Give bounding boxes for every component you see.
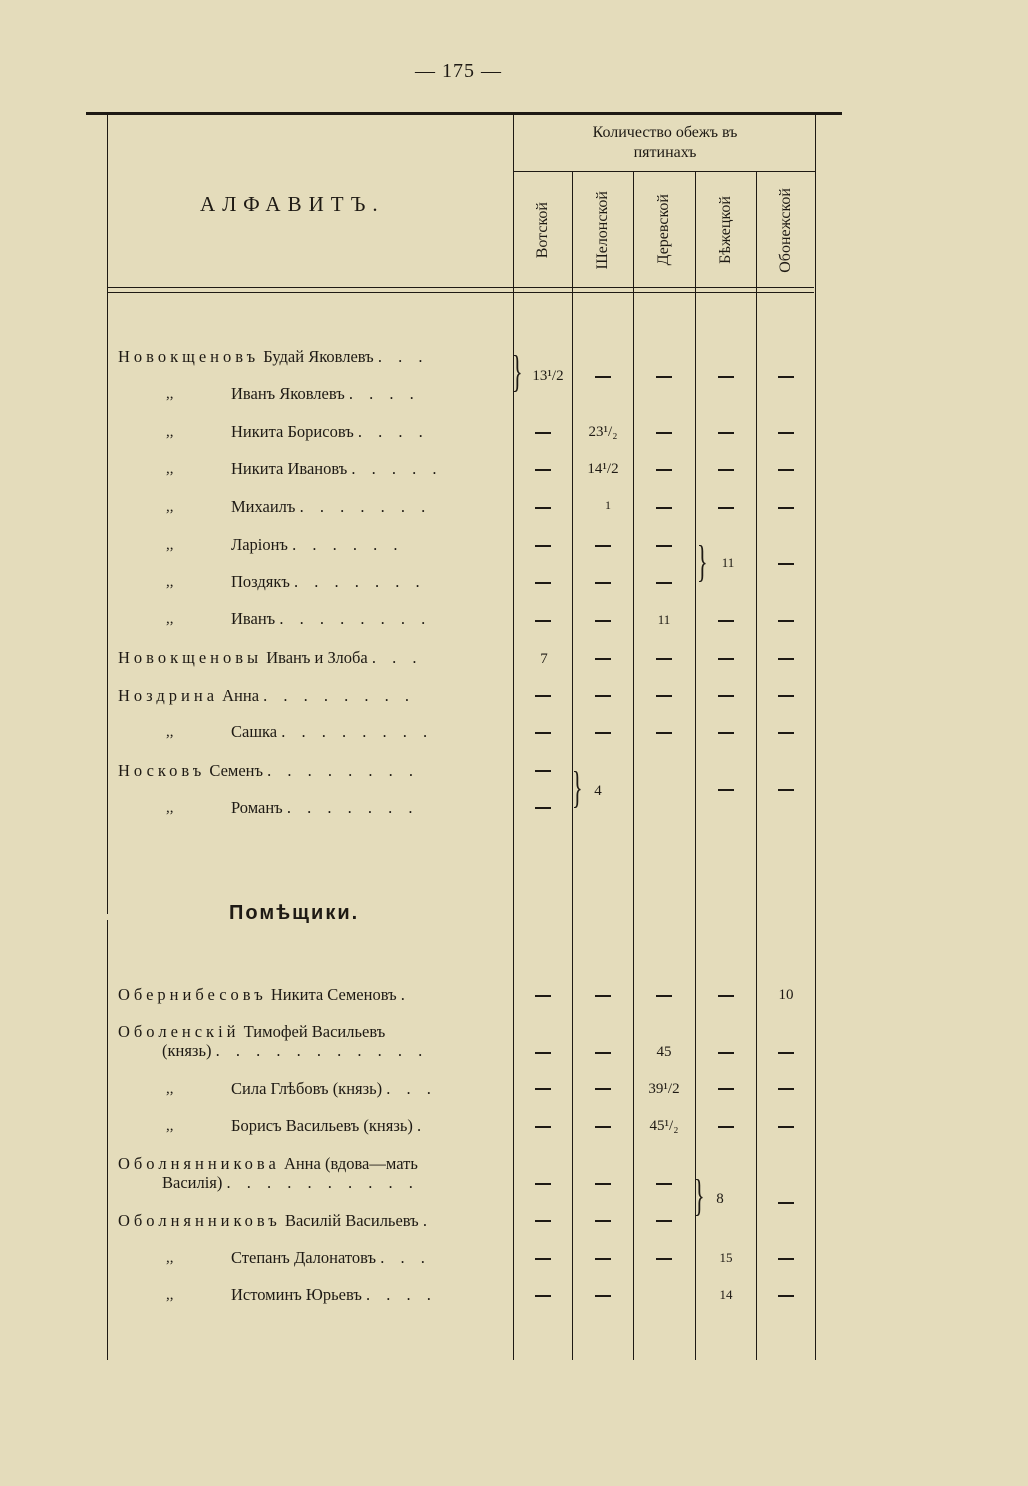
leader-dots: . . . . . . . . (263, 686, 416, 705)
dash-mark (656, 732, 672, 734)
leader-dots: . . . . (366, 1285, 437, 1304)
dash-mark (595, 695, 611, 697)
name-entry (231, 497, 431, 517)
dash-mark (595, 732, 611, 734)
name-continuation: (князь) (162, 1041, 212, 1060)
given-name: Сашка (231, 722, 278, 741)
leader-dots: . . . (386, 1079, 437, 1098)
dash-mark (718, 376, 734, 378)
header-bottom-rule (108, 287, 814, 288)
dash-mark (535, 1126, 551, 1128)
dash-mark (535, 1183, 551, 1185)
dash-mark (595, 1258, 611, 1260)
brace-shelonskoy-1: } (572, 763, 583, 812)
given-name: Ларіонъ (231, 535, 288, 554)
dash-mark (778, 563, 794, 565)
quantity-header-line2: пятинахъ (633, 144, 697, 161)
dash-mark (718, 995, 734, 997)
dash-mark (718, 658, 734, 660)
quantity-header (515, 123, 815, 163)
brace-votskoy-1: } (512, 347, 523, 396)
value-cell: 8 (716, 1191, 724, 1207)
name-entry (231, 572, 426, 592)
dash-mark (535, 1258, 551, 1260)
surname: Оболнянникова (118, 1154, 280, 1173)
name-entry (118, 761, 419, 781)
dash-mark (778, 1258, 794, 1260)
ditto-mark: ,, (166, 1250, 174, 1266)
dash-mark (535, 1052, 551, 1054)
dash-mark (535, 507, 551, 509)
value-cell: 45¹/₂ (649, 1118, 679, 1134)
dash-mark (535, 1295, 551, 1297)
surname: Оболенскій (118, 1022, 240, 1041)
column-header-bezhetskoy: Бѣжецкой (717, 196, 734, 264)
given-name: Истоминъ Юрьевъ (231, 1285, 362, 1304)
dash-mark (778, 1202, 794, 1204)
given-name: Романъ (231, 798, 283, 817)
dash-mark (778, 1295, 794, 1297)
dash-mark (778, 1126, 794, 1128)
col-divider-2 (633, 172, 634, 1360)
dash-mark (656, 695, 672, 697)
dash-mark (656, 658, 672, 660)
dash-mark (595, 1088, 611, 1090)
leader-dots: . . . . . . . . (279, 609, 432, 628)
dash-mark (778, 432, 794, 434)
ditto-mark: ,, (166, 386, 174, 402)
dash-mark (656, 545, 672, 547)
dash-mark (535, 582, 551, 584)
value-cell: 23¹/₂ (588, 424, 618, 440)
given-name: Иванъ Яковлевъ (231, 384, 345, 403)
dash-mark (656, 995, 672, 997)
name-entry (231, 1079, 437, 1099)
dash-mark (595, 582, 611, 584)
name-entry (231, 1285, 437, 1305)
name-entry (118, 648, 423, 668)
ditto-mark: ,, (166, 424, 174, 440)
dash-mark (535, 545, 551, 547)
value-cell: 1 (605, 498, 611, 512)
value-cell: 14 (719, 1287, 733, 1302)
value-cell: 10 (778, 987, 794, 1003)
given-name: Тимофей Васильевъ (243, 1022, 386, 1041)
dash-mark (535, 469, 551, 471)
ditto-mark: ,, (166, 574, 174, 590)
dash-mark (718, 620, 734, 622)
given-name: Анна (вдова—мать (283, 1154, 418, 1173)
value-cell: 11 (657, 612, 671, 627)
dash-mark (535, 995, 551, 997)
given-name: Будай Яковлевъ (263, 347, 374, 366)
dash-mark (778, 1088, 794, 1090)
surname: Обернибесовъ (118, 985, 267, 1004)
name-entry (118, 1154, 419, 1192)
value-cell: 11 (721, 555, 735, 570)
table-top-rule (86, 112, 842, 115)
ditto-mark: ,, (166, 537, 174, 553)
leader-dots: . . . (380, 1248, 431, 1267)
given-name: Поздякъ (231, 572, 290, 591)
ditto-mark: ,, (166, 800, 174, 816)
ditto-mark: ,, (166, 499, 174, 515)
leader-dots: . . . . (348, 384, 420, 403)
brace-bezhetskoy-2: } (694, 1171, 705, 1220)
dash-mark (595, 995, 611, 997)
value-cell: 13¹/2 (532, 368, 564, 384)
dash-mark (778, 469, 794, 471)
leader-dots: . . . . . . . . . . . (215, 1041, 429, 1060)
leader-dots: . . . . . . . (299, 497, 432, 516)
value-cell: 4 (594, 783, 602, 799)
dash-mark (778, 620, 794, 622)
name-entry (231, 1248, 431, 1268)
dash-mark (595, 1295, 611, 1297)
table-left-border (107, 114, 108, 914)
dash-mark (535, 695, 551, 697)
name-continuation: Василія) (162, 1173, 223, 1192)
dash-mark (595, 1126, 611, 1128)
dash-mark (656, 376, 672, 378)
dash-mark (595, 1052, 611, 1054)
name-entry (231, 1116, 427, 1136)
leader-dots: . (400, 985, 411, 1004)
ditto-mark: ,, (166, 724, 174, 740)
header-bottom-rule-2 (108, 292, 814, 293)
value-cell: 45 (656, 1044, 672, 1060)
name-entry (231, 384, 420, 404)
ditto-mark: ,, (166, 1287, 174, 1303)
leader-dots: . (422, 1211, 433, 1230)
leader-dots: . . . . . . . . (281, 722, 434, 741)
leader-dots: . . . (377, 347, 429, 366)
column-header-shelonskoy: Шелонской (594, 190, 611, 270)
dash-mark (595, 1183, 611, 1185)
given-name: Семенъ (209, 761, 264, 780)
leader-dots: . . . . . . . (294, 572, 426, 591)
leader-dots: . . . . . . . . . . (226, 1173, 419, 1192)
dash-mark (718, 695, 734, 697)
brace-bezhetskoy-1: } (697, 537, 708, 586)
name-entry (118, 985, 411, 1005)
dash-mark (595, 620, 611, 622)
leader-dots: . . . . . . . (286, 798, 419, 817)
dash-mark (656, 582, 672, 584)
given-name: Степанъ Далонатовъ (231, 1248, 377, 1267)
alphabet-heading: АЛФАВИТЪ. (200, 192, 385, 216)
dash-mark (595, 658, 611, 660)
dash-mark (778, 732, 794, 734)
surname: Оболнянниковъ (118, 1211, 281, 1230)
dash-mark (535, 732, 551, 734)
given-name: Василій Васильевъ (284, 1211, 419, 1230)
dash-mark (718, 1126, 734, 1128)
dash-mark (718, 507, 734, 509)
given-name: Сила Глѣбовъ (князь) (231, 1079, 383, 1098)
name-entry (118, 686, 415, 706)
dash-mark (656, 432, 672, 434)
dash-mark (778, 658, 794, 660)
dash-mark (778, 1052, 794, 1054)
leader-dots: . . . . . . (292, 535, 404, 554)
given-name: Никита Борисовъ (231, 422, 354, 441)
column-header-votskoy: Вотской (534, 201, 551, 259)
dash-mark (535, 620, 551, 622)
dash-mark (718, 1088, 734, 1090)
surname: Новокщеновы (118, 648, 263, 667)
dash-mark (718, 469, 734, 471)
dash-mark (778, 507, 794, 509)
table-right-border (815, 114, 816, 1360)
value-cell: 39¹/2 (648, 1081, 680, 1097)
name-entry (118, 347, 428, 367)
dash-mark (718, 789, 734, 791)
dash-mark (595, 376, 611, 378)
name-entry (231, 609, 431, 629)
table-left-border-lower (107, 920, 108, 1360)
page-number: — 175 — (415, 60, 502, 82)
dash-mark (718, 732, 734, 734)
name-column-divider (513, 114, 514, 1360)
dash-mark (535, 770, 551, 772)
ditto-mark: ,, (166, 1118, 174, 1134)
dash-mark (656, 507, 672, 509)
given-name: Никита Ивановъ (231, 459, 348, 478)
leader-dots: . (416, 1116, 428, 1135)
leader-dots: . . . (371, 648, 423, 667)
name-entry (231, 535, 403, 555)
ditto-mark: ,, (166, 1081, 174, 1097)
given-name: Иванъ (231, 609, 276, 628)
dash-mark (656, 1183, 672, 1185)
leader-dots: . . . . (357, 422, 429, 441)
dash-mark (656, 1220, 672, 1222)
dash-mark (778, 376, 794, 378)
column-header-derevskoy: Деревской (655, 194, 672, 266)
given-name: Анна (222, 686, 260, 705)
ditto-mark: ,, (166, 461, 174, 477)
dash-mark (718, 1052, 734, 1054)
name-entry (231, 422, 429, 442)
dash-mark (778, 789, 794, 791)
given-name: Борисъ Васильевъ (князь) (231, 1116, 413, 1135)
quantity-header-rule (513, 171, 815, 172)
value-cell: 7 (540, 651, 548, 667)
surname: Носковъ (118, 761, 206, 780)
name-entry (118, 1022, 428, 1060)
dash-mark (535, 807, 551, 809)
dash-mark (535, 1220, 551, 1222)
name-entry (118, 1211, 433, 1231)
dash-mark (778, 695, 794, 697)
value-cell: 14¹/2 (587, 461, 619, 477)
dash-mark (718, 432, 734, 434)
name-entry (231, 798, 418, 818)
section-title-pomeshchiki: Помѣщики. (229, 902, 360, 924)
surname: Новокщеновъ (118, 347, 260, 366)
dash-mark (656, 1258, 672, 1260)
dash-mark (595, 545, 611, 547)
quantity-header-line1: Количество обежъ въ (592, 124, 738, 141)
name-entry (231, 459, 443, 479)
leader-dots: . . . . . (351, 459, 443, 478)
given-name: Никита Семеновъ (270, 985, 397, 1004)
name-entry (231, 722, 433, 742)
dash-mark (535, 1088, 551, 1090)
dash-mark (595, 1220, 611, 1222)
dash-mark (535, 432, 551, 434)
value-cell: 15 (719, 1250, 733, 1265)
given-name: Михаилъ (231, 497, 296, 516)
dash-mark (656, 469, 672, 471)
column-header-obonezhskoy: Обонежской (777, 187, 794, 273)
surname: Ноздрина (118, 686, 219, 705)
given-name: Иванъ и Злоба (266, 648, 368, 667)
col-divider-4 (756, 172, 757, 1360)
leader-dots: . . . . . . . . (267, 761, 420, 780)
ditto-mark: ,, (166, 611, 174, 627)
